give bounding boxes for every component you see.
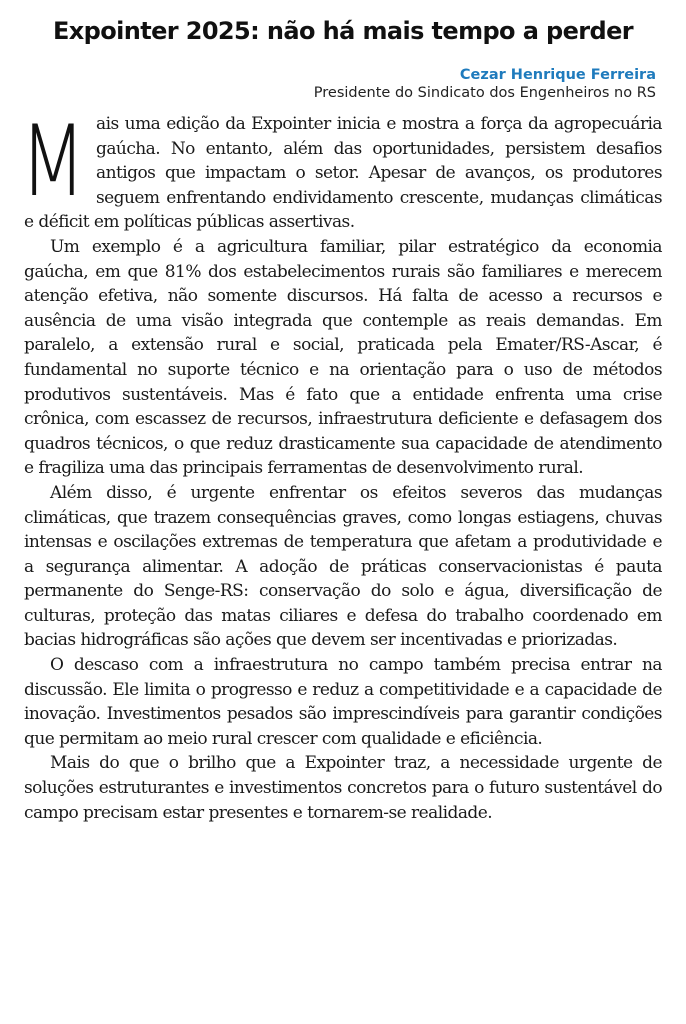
paragraph-1-text: ais uma edição da Expointer inicia e mostra a força da agropecuária gaúcha. No entanto, além das oportunidades, persistem desafios antigos que impactam o setor. Apesar de avanços, os produtores seguem enfrentando endividamento crescente, mudanças climáticas e déficit em políticas públicas assertivas. xyxy=(24,114,662,233)
paragraph-4: O descaso com a infraestrutura no campo também precisa entrar na discussão. Ele limita o progresso e reduz a competitividade e a capacidade de inovação. Investimentos pesados são imprescindíveis para garantir condições que permitam ao meio rural crescer com qualidade e eficiência. xyxy=(24,655,662,749)
byline xyxy=(24,66,662,102)
paragraph-2: Um exemplo é a agricultura familiar, pilar estratégico da economia gaúcha, em que 81% dos estabelecimentos rurais são familiares e merecem atenção efetiva, não somente discursos. Há falta de acesso a recursos e ausência de uma visão integrada que contemple as reais demandas. Em paralelo, a extensão rural e social, praticada pela Emater/RS-Ascar, é fundamental no suporte técnico e na orientação para o uso de métodos produtivos sustentáveis. Mas é fato que a entidade enfrenta uma crise crônica, com escassez de recursos, infraestrutura deficiente e defasagem dos quadros técnicos, o que reduz drasticamente sua capacidade de atendimento e fragiliza uma das principais ferramentas de desenvolvimento rural. xyxy=(24,236,662,479)
paragraph-5: Mais do que o brilho que a Expointer traz, a necessidade urgente de soluções estruturantes e investimentos concretos para o futuro sustentável do campo precisam estar presentes e tornarem-se realidade. xyxy=(24,753,662,823)
drop-cap: M xyxy=(20,105,86,219)
paragraph-3: Além disso, é urgente enfrentar os efeitos severos das mudanças climáticas, que trazem consequências graves, como longas estiagens, chuvas intensas e oscilações extremas de temperatura que afetam a produtividade e a segurança alimentar. A adoção de práticas conservacionistas é pauta permanente do Senge-RS: conservação do solo e água, diversificação de culturas, proteção das matas ciliares e defesa do trabalho coordenado em bacias hidrográficas são ações que devem ser incentivadas e priorizadas. xyxy=(24,482,662,651)
paragraph-1 xyxy=(20,105,662,235)
article xyxy=(20,14,662,825)
article-headline: Expointer 2025: não há mais tempo a perder xyxy=(52,17,634,45)
author-role: Presidente do Sindicato dos Engenheiros no RS xyxy=(313,85,656,101)
article-body xyxy=(20,105,662,825)
author-name: Cezar Henrique Ferreira xyxy=(459,67,656,83)
